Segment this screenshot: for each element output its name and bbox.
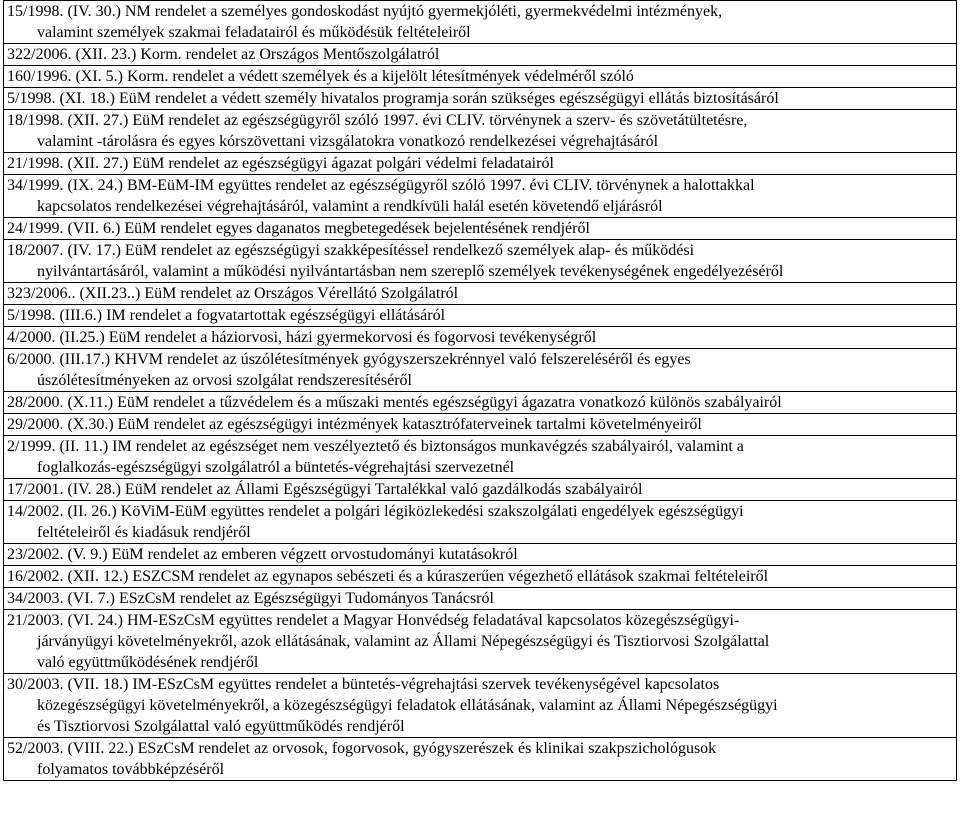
regulation-cell — [4, 392, 957, 414]
regulation-row — [4, 392, 957, 414]
regulation-text-line: 5/1998. (XI. 18.) EüM rendelet a védett személy hivatalos programja során szükséges egészségügyi ellátás biztosításáról — [7, 90, 779, 107]
regulation-text-line: 52/2003. (VIII. 22.) ESzCsM rendelet az orvosok, fogorvosok, gyógyszerészek és klinikai szakpszichológusok — [7, 740, 717, 757]
regulation-text-line: 6/2000. (III.17.) KHVM rendelet az úszólétesítmények gyógyszerszekrénnyel való felszereléséről és egyes — [7, 351, 691, 368]
regulation-text-line: 322/2006. (XII. 23.) Korm. rendelet az Országos Mentőszolgálatról — [7, 46, 440, 63]
regulation-row — [4, 566, 957, 588]
regulation-cell — [4, 175, 957, 218]
regulation-text-line: 29/2000. (X.30.) EüM rendelet az egészségügyi intézmények katasztrófaterveinek tartalmi követelményeiről — [7, 416, 702, 433]
regulation-text-line: foglalkozás-egészségügyi szolgálatról a büntetés-végrehajtási szervezetnél — [37, 459, 515, 476]
regulation-text-line: 34/1999. (IX. 24.) BM-EüM-IM együttes rendelet az egészségügyről szóló 1997. évi CLIV. törvénynek a halottakkal — [7, 177, 755, 194]
regulation-cell — [4, 566, 957, 588]
regulation-cell — [4, 501, 957, 544]
regulation-cell — [4, 327, 957, 349]
regulation-cell — [4, 414, 957, 436]
regulation-text-line: úszólétesítményeken az orvosi szolgálat rendszeresítéséről — [37, 372, 412, 389]
regulation-text-line: 30/2003. (VII. 18.) IM-ESzCsM együttes rendelet a büntetés-végrehajtási szervek tevékenységével kapcsolatos — [7, 676, 720, 693]
regulation-text-line: kapcsolatos rendelkezései végrehajtásáról, valamint a rendkívüli halál esetén követendő eljárásról — [37, 198, 663, 215]
regulation-cell — [4, 738, 957, 781]
regulation-row — [4, 44, 957, 66]
regulation-cell — [4, 283, 957, 305]
regulation-row — [4, 738, 957, 781]
regulation-cell — [4, 349, 957, 392]
regulation-text-line: 34/2003. (VI. 7.) ESzCsM rendelet az Egészségügyi Tudományos Tanácsról — [7, 590, 494, 607]
regulation-row — [4, 414, 957, 436]
regulation-row — [4, 436, 957, 479]
regulation-text-line: 28/2000. (X.11.) EüM rendelet a tűzvédelem és a műszaki mentés egészségügyi ágazatra vonatkozó különös szabályairól — [7, 394, 782, 411]
regulation-cell — [4, 44, 957, 66]
regulation-cell — [4, 88, 957, 110]
regulation-text-line: valamint személyek szakmai feladatairól és működésük feltételeiről — [37, 24, 471, 41]
regulation-cell — [4, 544, 957, 566]
regulation-row — [4, 218, 957, 240]
regulation-text-line: közegészségügyi követelményekről, a közegészségügyi feladatok ellátásának, valamint az Állami Népegészségügyi — [37, 697, 778, 714]
regulation-text-line: 23/2002. (V. 9.) EüM rendelet az emberen végzett orvostudományi kutatásokról — [7, 546, 518, 563]
regulation-row — [4, 501, 957, 544]
regulation-text-line: folyamatos továbbképzéséről — [37, 761, 225, 778]
regulation-text-line: 4/2000. (II.25.) EüM rendelet a háziorvosi, házi gyermekorvosi és fogorvosi tevékenységről — [7, 329, 597, 346]
regulation-cell — [4, 110, 957, 153]
regulation-text-line: való együttműködésének rendjéről — [37, 654, 259, 671]
regulation-text-line: 160/1996. (XI. 5.) Korm. rendelet a védett személyek és a kijelölt létesítmények védelméről szóló — [7, 68, 634, 85]
regulation-row — [4, 610, 957, 674]
regulation-row — [4, 588, 957, 610]
regulation-cell — [4, 153, 957, 175]
regulation-text-line: 17/2001. (IV. 28.) EüM rendelet az Állami Egészségügyi Tartalékkal való gazdálkodás szabályairól — [7, 481, 643, 498]
regulation-row — [4, 1, 957, 44]
regulation-text-line: feltételeiről és kiadásuk rendjéről — [37, 524, 251, 541]
regulation-text-line: és Tisztiorvosi Szolgálattal való együttműködés rendjéről — [37, 718, 405, 735]
regulation-cell — [4, 588, 957, 610]
regulation-cell — [4, 240, 957, 283]
regulation-text-line: 21/2003. (VI. 24.) HM-ESzCsM együttes rendelet a Magyar Honvédség feladatával kapcsolatos közegészségügyi- — [7, 612, 740, 629]
regulation-table-body — [4, 1, 957, 781]
regulation-text-line: 14/2002. (II. 26.) KöViM-EüM együttes rendelet a polgári légiközlekedési szakszolgálati engedélyek egészségügyi — [7, 503, 744, 520]
regulation-row — [4, 305, 957, 327]
regulation-row — [4, 153, 957, 175]
regulation-text-line: valamint -tárolásra és egyes kórszövettani vizsgálatokra vonatkozó rendelkezései végrehajtásáról — [37, 133, 659, 150]
regulation-text-line: 18/2007. (IV. 17.) EüM rendelet az egészségügyi szakképesítéssel rendelkező személyek alap- és működési — [7, 242, 695, 259]
regulation-cell — [4, 479, 957, 501]
regulation-row — [4, 110, 957, 153]
regulation-text-line: 5/1998. (III.6.) IM rendelet a fogvatartottak egészségügyi ellátásáról — [7, 307, 446, 324]
regulation-text-line: 16/2002. (XII. 12.) ESZCSM rendelet az egynapos sebészeti és a kúraszerűen végezhető ellátások szakmai feltételeiről — [7, 568, 769, 585]
regulation-text-line: 15/1998. (IV. 30.) NM rendelet a személyes gondoskodást nyújtó gyermekjóléti, gyermekvédelmi intézmények, — [7, 3, 723, 20]
regulation-row — [4, 283, 957, 305]
regulation-row — [4, 327, 957, 349]
regulation-row — [4, 674, 957, 738]
regulation-text-line: járványügyi követelményekről, azok ellátásának, valamint az Állami Népegészségügyi és Tisztiorvosi Szolgálattal — [37, 633, 770, 650]
regulation-table — [3, 0, 957, 781]
regulation-text-line: nyilvántartásáról, valamint a működési nyilvántartásban nem szereplő személyek tevékenységének engedélyezéséről — [37, 263, 784, 280]
regulation-cell — [4, 674, 957, 738]
regulation-cell — [4, 436, 957, 479]
regulation-row — [4, 240, 957, 283]
regulation-cell — [4, 1, 957, 44]
regulation-row — [4, 175, 957, 218]
regulation-text-line: 18/1998. (XII. 27.) EüM rendelet az egészségügyről szóló 1997. évi CLIV. törvénynek a szerv- és szövetátültetésre, — [7, 112, 748, 129]
regulation-row — [4, 479, 957, 501]
regulation-cell — [4, 305, 957, 327]
regulation-cell — [4, 66, 957, 88]
regulation-text-line: 21/1998. (XII. 27.) EüM rendelet az egészségügyi ágazat polgári védelmi feladatairól — [7, 155, 554, 172]
regulation-cell — [4, 218, 957, 240]
regulation-text-line: 2/1999. (II. 11.) IM rendelet az egészséget nem veszélyeztető és biztonságos munkavégzés szabályairól, valamint a — [7, 438, 744, 455]
regulation-cell — [4, 610, 957, 674]
regulation-row — [4, 66, 957, 88]
regulation-row — [4, 88, 957, 110]
regulation-text-line: 24/1999. (VII. 6.) EüM rendelet egyes daganatos megbetegedések bejelentésének rendjéről — [7, 220, 590, 237]
regulation-row — [4, 349, 957, 392]
regulation-text-line: 323/2006.. (XII.23..) EüM rendelet az Országos Vérellátó Szolgálatról — [7, 285, 459, 302]
regulation-row — [4, 544, 957, 566]
